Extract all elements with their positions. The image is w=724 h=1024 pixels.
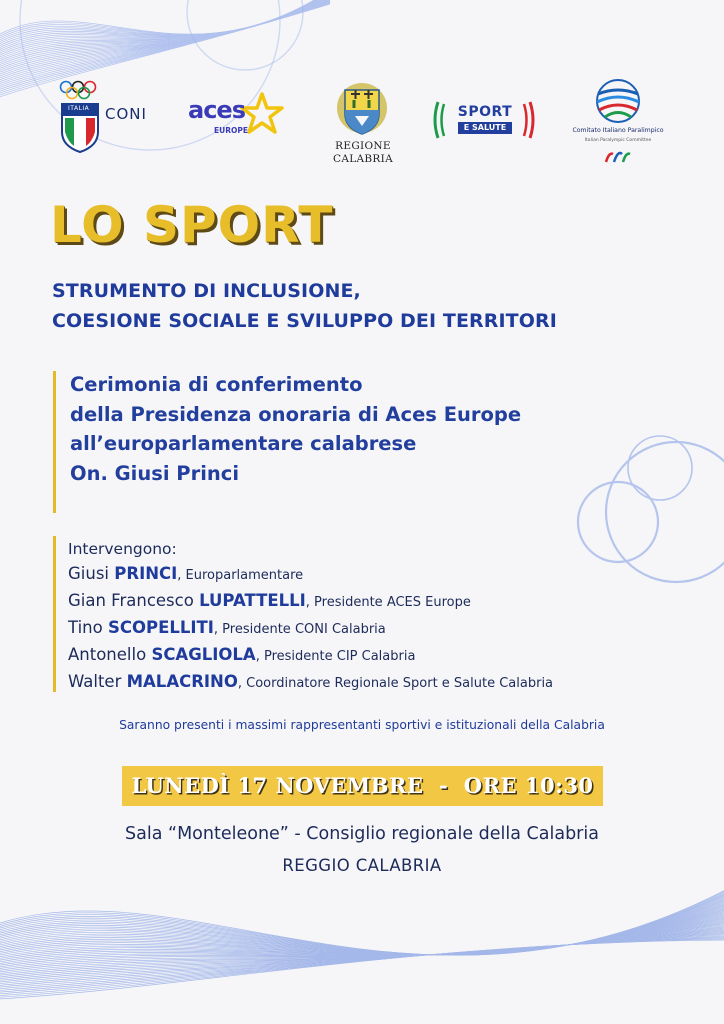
- speaker-last-name: MALACRINO: [126, 672, 238, 691]
- speaker-first-name: Tino: [68, 618, 108, 637]
- regione-emblem-icon: [337, 80, 387, 136]
- aces-europe-logo: [188, 92, 288, 144]
- regione-line2: CALABRIA: [333, 153, 393, 165]
- ceremony-line2: della Presidenza onoraria di Aces Europe: [70, 402, 522, 426]
- speaker-last-name: PRINCI: [114, 564, 178, 583]
- speaker-role: , Presidente ACES Europe: [305, 595, 471, 610]
- regione-text: [322, 140, 404, 166]
- speaker-row: [68, 672, 553, 699]
- speaker-last-name: SCAGLIOLA: [151, 645, 256, 664]
- speaker-first-name: Antonello: [68, 645, 152, 664]
- regione-line1: REGIONE: [335, 140, 391, 152]
- agitos-icon: [603, 148, 633, 168]
- speaker-last-name: LUPATTELLI: [199, 591, 306, 610]
- wave-line: [0, 901, 724, 955]
- sport-word: SPORT: [457, 104, 513, 120]
- speaker-role: , Presidente CIP Calabria: [255, 649, 416, 664]
- olympic-rings-icon: [58, 80, 104, 100]
- city: REGGIO CALABRIA: [282, 856, 442, 875]
- cip-name: Comitato Italiano Paralimpico: [572, 127, 664, 134]
- wave-line: [0, 880, 724, 955]
- aces-sub: EUROPE: [214, 126, 248, 135]
- ceremony-line4: On. Giusi Princi: [70, 461, 240, 485]
- cip-logo: [566, 78, 670, 170]
- main-title: LO SPORT: [50, 196, 334, 254]
- wave-line: [0, 891, 724, 955]
- wave-line: [0, 895, 724, 955]
- attendance-note: Saranno presenti i massimi rappresentanti sportivi e istituzionali della Calabria: [119, 718, 605, 732]
- speaker-role: , Europarlamentare: [177, 568, 304, 583]
- speakers-block: [68, 540, 553, 699]
- wave-line: [0, 888, 724, 955]
- coni-word: CONI: [105, 105, 147, 123]
- coni-logo: [56, 80, 156, 158]
- speaker-last-name: SCOPELLITI: [107, 618, 214, 637]
- cip-globe-icon: [593, 78, 643, 124]
- regione-calabria-logo: [322, 80, 404, 170]
- bottom-wave: [0, 880, 724, 1000]
- speakers-accent-bar: [53, 536, 56, 692]
- date-banner: [122, 766, 603, 806]
- sport-e-salute-logo: [432, 96, 536, 144]
- wave-line: [0, 935, 724, 994]
- speaker-role: , Presidente CONI Calabria: [213, 622, 386, 637]
- speaker-role: , Coordinatore Regionale Sport e Salute Calabria: [237, 676, 554, 691]
- speaker-first-name: Giusi: [68, 564, 115, 583]
- ceremony-line3: all’europarlamentare calabrese: [70, 432, 417, 455]
- coni-badge-text: ITALIA: [68, 105, 90, 112]
- wave-line: [0, 936, 724, 995]
- speaker-row: [68, 591, 553, 618]
- ceremony-line1: Cerimonia di conferimento: [70, 373, 363, 396]
- salute-word: E SALUTE: [463, 123, 507, 132]
- speakers-intro: Intervengono:: [68, 540, 177, 558]
- aces-wordmark: aces: [188, 96, 245, 124]
- ceremony-text: [70, 370, 521, 488]
- ceremony-accent-bar: [53, 371, 56, 513]
- cip-sub: Italian Paralympic Committee: [584, 138, 652, 143]
- wave-line: [0, 893, 724, 954]
- speaker-first-name: Walter: [68, 672, 127, 691]
- date-text: LUNEDÌ 17 NOVEMBRE - ORE 10:30: [131, 773, 594, 798]
- subtitle-line1: STRUMENTO DI INCLUSIONE,: [52, 280, 361, 302]
- speaker-row: [68, 564, 553, 591]
- speaker-row: [68, 618, 553, 645]
- speaker-row: [68, 645, 553, 672]
- venue: Sala “Monteleone” - Consiglio regionale della Calabria: [125, 824, 599, 844]
- wave-line: [0, 903, 724, 957]
- subtitle-line2: COESIONE SOCIALE E SVILUPPO DEI TERRITORI: [52, 310, 557, 332]
- wave-line: [0, 920, 724, 977]
- speaker-first-name: Gian Francesco: [68, 591, 200, 610]
- subtitle: [52, 276, 557, 336]
